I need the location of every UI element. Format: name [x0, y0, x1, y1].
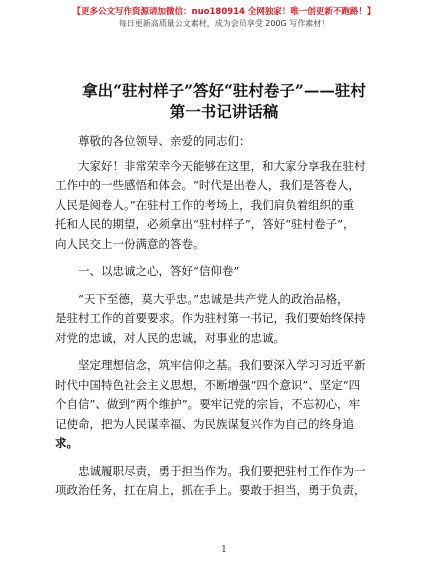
duty-paragraph — [55, 462, 395, 501]
paragraph-line: 记使命，把为人民谋幸福、为民族谋复兴作为自己的终身追 — [55, 416, 354, 431]
document-title — [40, 80, 408, 122]
salutation-line: 尊敬的各位领导、亲爱的同志们： — [78, 134, 251, 148]
paragraph-line: 忠诚履职尽责，勇于担当作为。我们要把驻村工作作为一 — [78, 463, 366, 478]
document-title-line-2: 第一书记讲话稿 — [169, 102, 279, 121]
paragraph-line: “天下至德，莫大乎忠。”忠诚是共产党人的政治品格， — [78, 291, 349, 306]
promo-banner-line-1: 【更多公文写作资源请加微信：nuo180914 全网独家！唯一创更新不跑路！】 — [72, 7, 376, 17]
paragraph-line: 坚定理想信念，筑牢信仰之基。我们要深入学习习近平新 — [78, 358, 366, 372]
promo-banner — [0, 6, 448, 30]
document-body — [55, 132, 395, 509]
salutation-paragraph — [55, 132, 395, 152]
paragraph-line: 求。 — [55, 436, 78, 450]
section-heading-line: 一、以忠诚之心，答好“信仰卷” — [78, 264, 240, 278]
paragraph-line: 项政治任务，扛在肩上，抓在手上。要敢于担当，勇于负责， — [55, 483, 366, 497]
paragraph-line: 人民是阅卷人。”在驻村工作的考场上，我们肩负着组织的重 — [55, 197, 355, 212]
paragraph-line: 向人民交上一份满意的答卷。 — [55, 236, 205, 251]
paragraph-line: 大家好！非常荣幸今天能够在这里，和大家分享我在驻村 — [78, 158, 366, 173]
paragraph-line: 时代中国特色社会主义思想，不断增强“四个意识”、坚定“四 — [55, 377, 361, 392]
paragraph-line: 个自信”、做到“两个维护”。要牢记党的宗旨，不忘初心，牢 — [55, 397, 361, 411]
paragraph-line: 工作中的一些感悟和体会。“时代是出卷人，我们是答卷人， — [55, 178, 360, 192]
page-number: 1 — [221, 545, 227, 555]
promo-banner-line-2: 每日更新高质量公文素材，成为会员享受 200G 写作素材！ — [118, 19, 330, 28]
paragraph-line: 对党的忠诚，对人民的忠诚，对事业的忠诚。 — [55, 330, 285, 345]
paragraph-line: 是驻村工作的首要要求。作为驻村第一书记，我们要始终保持 — [55, 311, 366, 325]
paragraph-line: 托和人民的期望，必须拿出“驻村样子”，答好“驻村卷子”， — [55, 217, 355, 231]
greeting-paragraph — [55, 157, 395, 255]
ideals-paragraph — [55, 356, 395, 454]
section-heading-1 — [55, 262, 395, 282]
document-title-line-1: 拿出“驻村样子”答好“驻村卷子”——驻村 — [82, 81, 366, 100]
loyalty-paragraph — [55, 290, 395, 349]
